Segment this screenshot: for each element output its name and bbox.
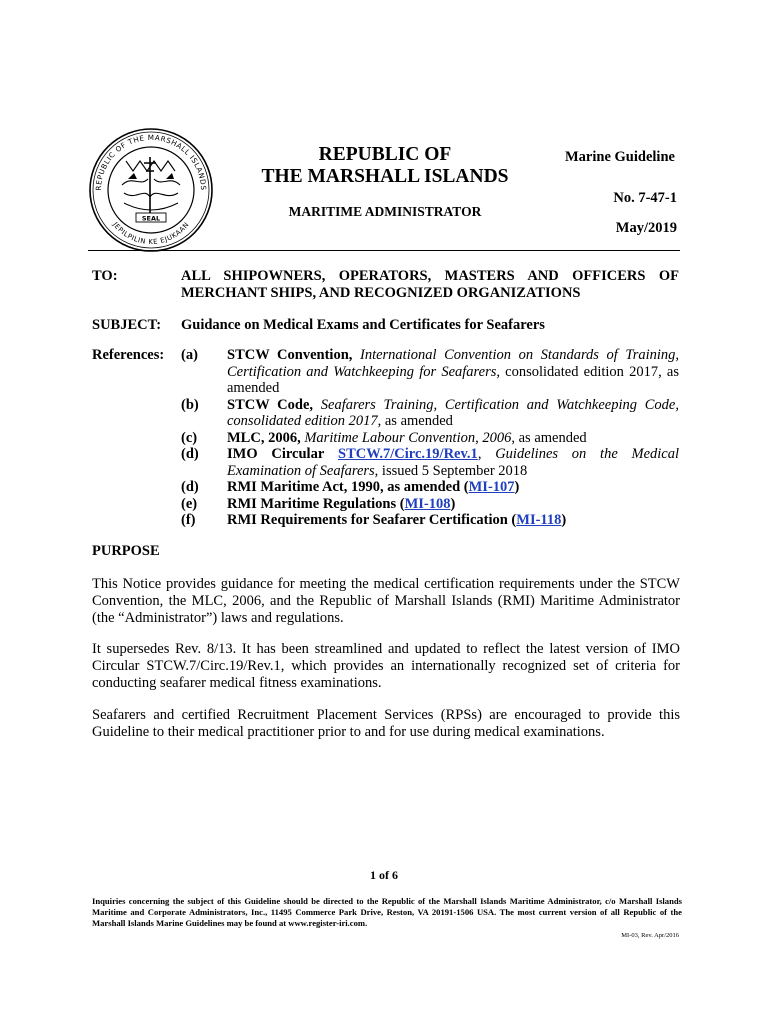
reference-item-a: (a) STCW Convention, International Convention on Standards of Training, Certification and Watchkeeping for Seafarers, consolidated edition 2017, as amended xyxy=(181,347,680,396)
to-recipients: ALL SHIPOWNERS, OPERATORS, MASTERS AND OFFICERS OF MERCHANT SHIPS, AND RECOGNIZED ORGANIZATIONS xyxy=(181,268,679,301)
form-number: MI-03, Rev. Apr/2016 xyxy=(621,932,679,939)
document-type: Marine Guideline xyxy=(565,149,675,165)
subject-label: SUBJECT: xyxy=(92,317,162,333)
reference-item-f: (f) RMI Requirements for Seafarer Certification (MI-118) xyxy=(181,512,567,528)
footer-inquiries: Inquiries concerning the subject of this Guideline should be directed to the Republic of the Marshall Islands Maritime Administrator, c/o Marshall Islands Maritime and Corporate Administrators, Inc., 11495 Commerce Park Drive, Reston, VA 20191-1506 USA. The most current version of all Republic of the Marshall Islands Marine Guidelines may be found at www.register-iri.com. xyxy=(92,896,682,928)
reference-item-e: (e) RMI Maritime Regulations (MI-108) xyxy=(181,495,456,512)
svg-text:SEAL: SEAL xyxy=(141,214,161,223)
references-list xyxy=(181,347,681,529)
document-number: No. 7-47-1 xyxy=(613,190,677,206)
subject-text: Guidance on Medical Exams and Certificates for Seafarers xyxy=(181,317,545,333)
purpose-paragraph-2: It supersedes Rev. 8/13. It has been streamlined and updated to reflect the latest version of IMO Circular STCW.7/Circ.19/Rev.1, which provides an internationally recognized set of criteria for conducting seafarer medical fitness examinations. xyxy=(92,641,680,691)
purpose-heading: PURPOSE xyxy=(92,543,160,559)
mi-107-link[interactable]: MI-107 xyxy=(468,479,515,495)
header-divider xyxy=(88,250,680,251)
reference-item-b: (b) STCW Code, Seafarers Training, Certification and Watchkeeping Code, consolidated edition 2017, as amended xyxy=(181,396,679,429)
purpose-paragraph-3: Seafarers and certified Recruitment Placement Services (RPSs) are encouraged to provide this Guideline to their medical practitioner prior to and for use during medical examinations. xyxy=(92,707,680,740)
svg-text:REPUBLIC OF THE MARSHALL ISLAN: REPUBLIC OF THE MARSHALL ISLANDS xyxy=(93,132,209,191)
to-label: TO: xyxy=(92,268,118,284)
stcw-circular-link[interactable]: STCW.7/Circ.19/Rev.1 xyxy=(338,446,478,462)
page-number: 1 of 6 xyxy=(370,868,398,882)
svg-text:JEPILPILIN KE EJUKAAN: JEPILPILIN KE EJUKAAN xyxy=(111,220,191,247)
references-label: References: xyxy=(92,347,165,363)
document-date: May/2019 xyxy=(615,220,677,236)
republic-seal-logo xyxy=(88,127,214,253)
mi-108-link[interactable]: MI-108 xyxy=(404,495,451,512)
purpose-paragraph-1: This Notice provides guidance for meeting the medical certification requirements under the STCW Convention, the MLC, 2006, and the Republic of Marshall Islands (RMI) Maritime Administrator (the “Administrator”) laws and regulations. xyxy=(92,576,680,626)
org-name-line2: THE MARSHALL ISLANDS xyxy=(261,166,509,187)
reference-item-d-imo: (d) IMO Circular STCW.7/Circ.19/Rev.1, Guidelines on the Medical Examination of Seafarers, issued 5 September 2018 xyxy=(181,446,680,479)
org-name-line1: REPUBLIC OF xyxy=(318,144,452,165)
reference-item-c: (c) MLC, 2006, Maritime Labour Convention, 2006, as amended xyxy=(181,429,587,446)
mi-118-link[interactable]: MI-118 xyxy=(516,512,562,528)
reference-item-d-act: (d) RMI Maritime Act, 1990, as amended (MI-107) xyxy=(181,479,520,495)
administrator-title: MARITIME ADMINISTRATOR xyxy=(288,204,482,219)
